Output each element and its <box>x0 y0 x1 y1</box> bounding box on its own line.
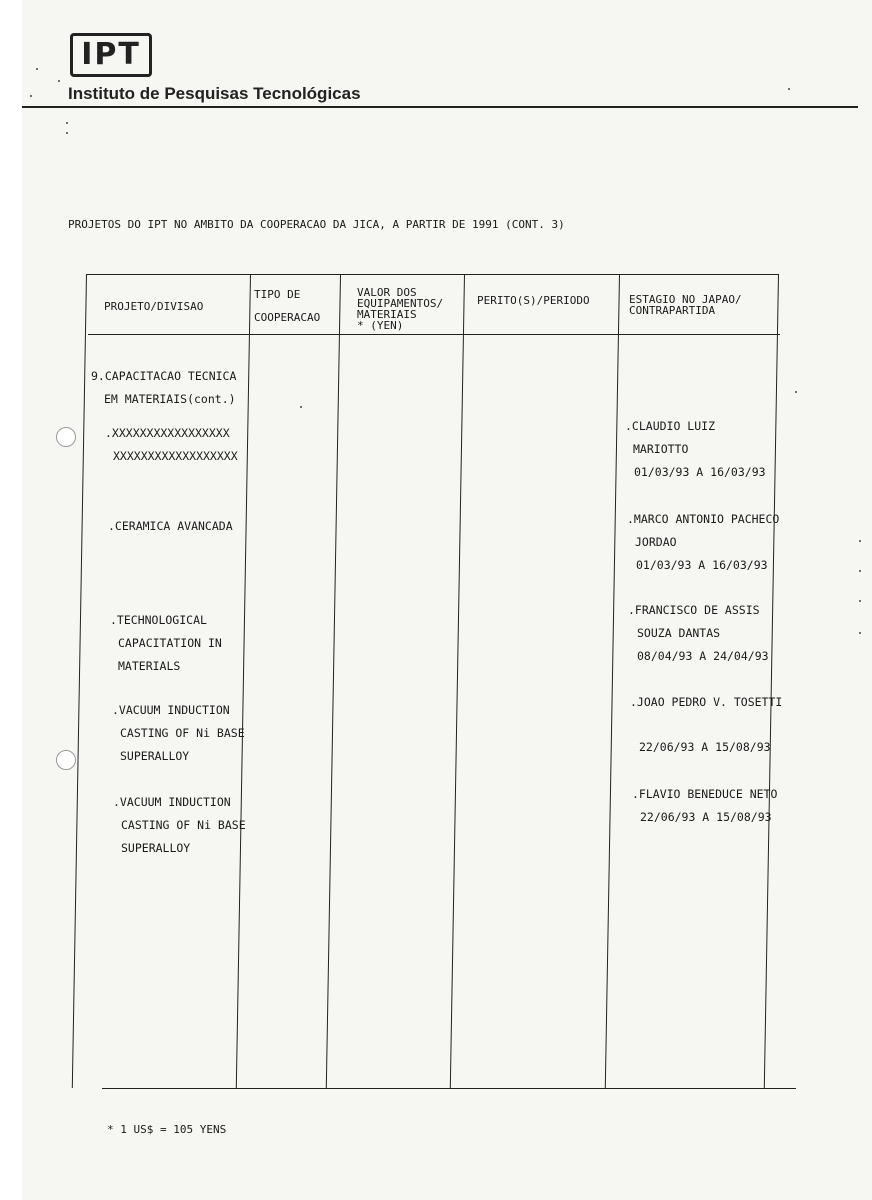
scan-speck <box>58 80 60 82</box>
table-row-2-estagio: .MARCO ANTONIO PACHECO JORDAO 01/03/93 A 16/03/93 <box>627 512 780 572</box>
header-valor: VALOR DOS EQUIPAMENTOS/ MATERIAIS * (YEN) <box>357 286 444 332</box>
scan-speck <box>788 88 790 90</box>
section-heading: 9.CAPACITACAO TECNICA EM MATERIAIS(cont.) <box>91 369 237 406</box>
paper-sheet <box>22 0 872 1200</box>
table-row-4-project: .VACUUM INDUCTION CASTING OF Ni BASE SUPERALLOY <box>112 703 245 763</box>
scan-speck <box>30 95 32 97</box>
table-bottom-border <box>102 1088 796 1089</box>
institute-name: Instituto de Pesquisas Tecnológicas <box>68 84 361 103</box>
punch-hole-top <box>56 427 76 447</box>
table-row-5-project: .VACUUM INDUCTION CASTING OF Ni BASE SUPERALLOY <box>113 795 246 855</box>
ipt-logo <box>70 33 152 77</box>
header-tipo: TIPO DE COOPERACAO <box>254 288 321 324</box>
scan-speck <box>859 540 861 542</box>
document-title: PROJETOS DO IPT NO AMBITO DA COOPERACAO DA JICA, A PARTIR DE 1991 (CONT. 3) <box>68 218 565 231</box>
punch-hole-bottom <box>56 750 76 770</box>
header-projeto: PROJETO/DIVISAO <box>104 300 204 313</box>
table-row-1-project: .XXXXXXXXXXXXXXXXX XXXXXXXXXXXXXXXXXX <box>105 426 238 463</box>
table-row-1-estagio: .CLAUDIO LUIZ MARIOTTO 01/03/93 A 16/03/93 <box>625 419 766 479</box>
scan-speck <box>36 68 38 70</box>
logo-text: IPT <box>81 37 141 72</box>
header-separator <box>88 334 780 335</box>
header-rule <box>22 106 858 108</box>
header-estagio: ESTAGIO NO JAPAO/ CONTRAPARTIDA <box>629 293 742 317</box>
table-row-5-estagio: .FLAVIO BENEDUCE NETO 22/06/93 A 15/08/93 <box>632 787 778 824</box>
scan-speck <box>66 122 68 124</box>
table-row-3-project: .TECHNOLOGICAL CAPACITATION IN MATERIALS <box>110 613 222 673</box>
scan-speck <box>859 570 861 572</box>
table-row-4-estagio: .JOAO PEDRO V. TOSETTI 22/06/93 A 15/08/93 <box>630 695 783 754</box>
scan-speck <box>859 600 861 602</box>
table-row-3-estagio: .FRANCISCO DE ASSIS SOUZA DANTAS 08/04/93 A 24/04/93 <box>628 603 769 663</box>
header-perito: PERITO(S)/PERIODO <box>477 294 590 307</box>
table-top-border <box>86 274 779 275</box>
footnote: * 1 US$ = 105 YENS <box>107 1123 227 1136</box>
scan-speck <box>795 391 797 393</box>
table-row-2-project: .CERAMICA AVANCADA <box>108 519 233 533</box>
scan-speck <box>66 132 68 134</box>
scan-speck <box>859 632 861 634</box>
scan-speck <box>300 406 302 408</box>
